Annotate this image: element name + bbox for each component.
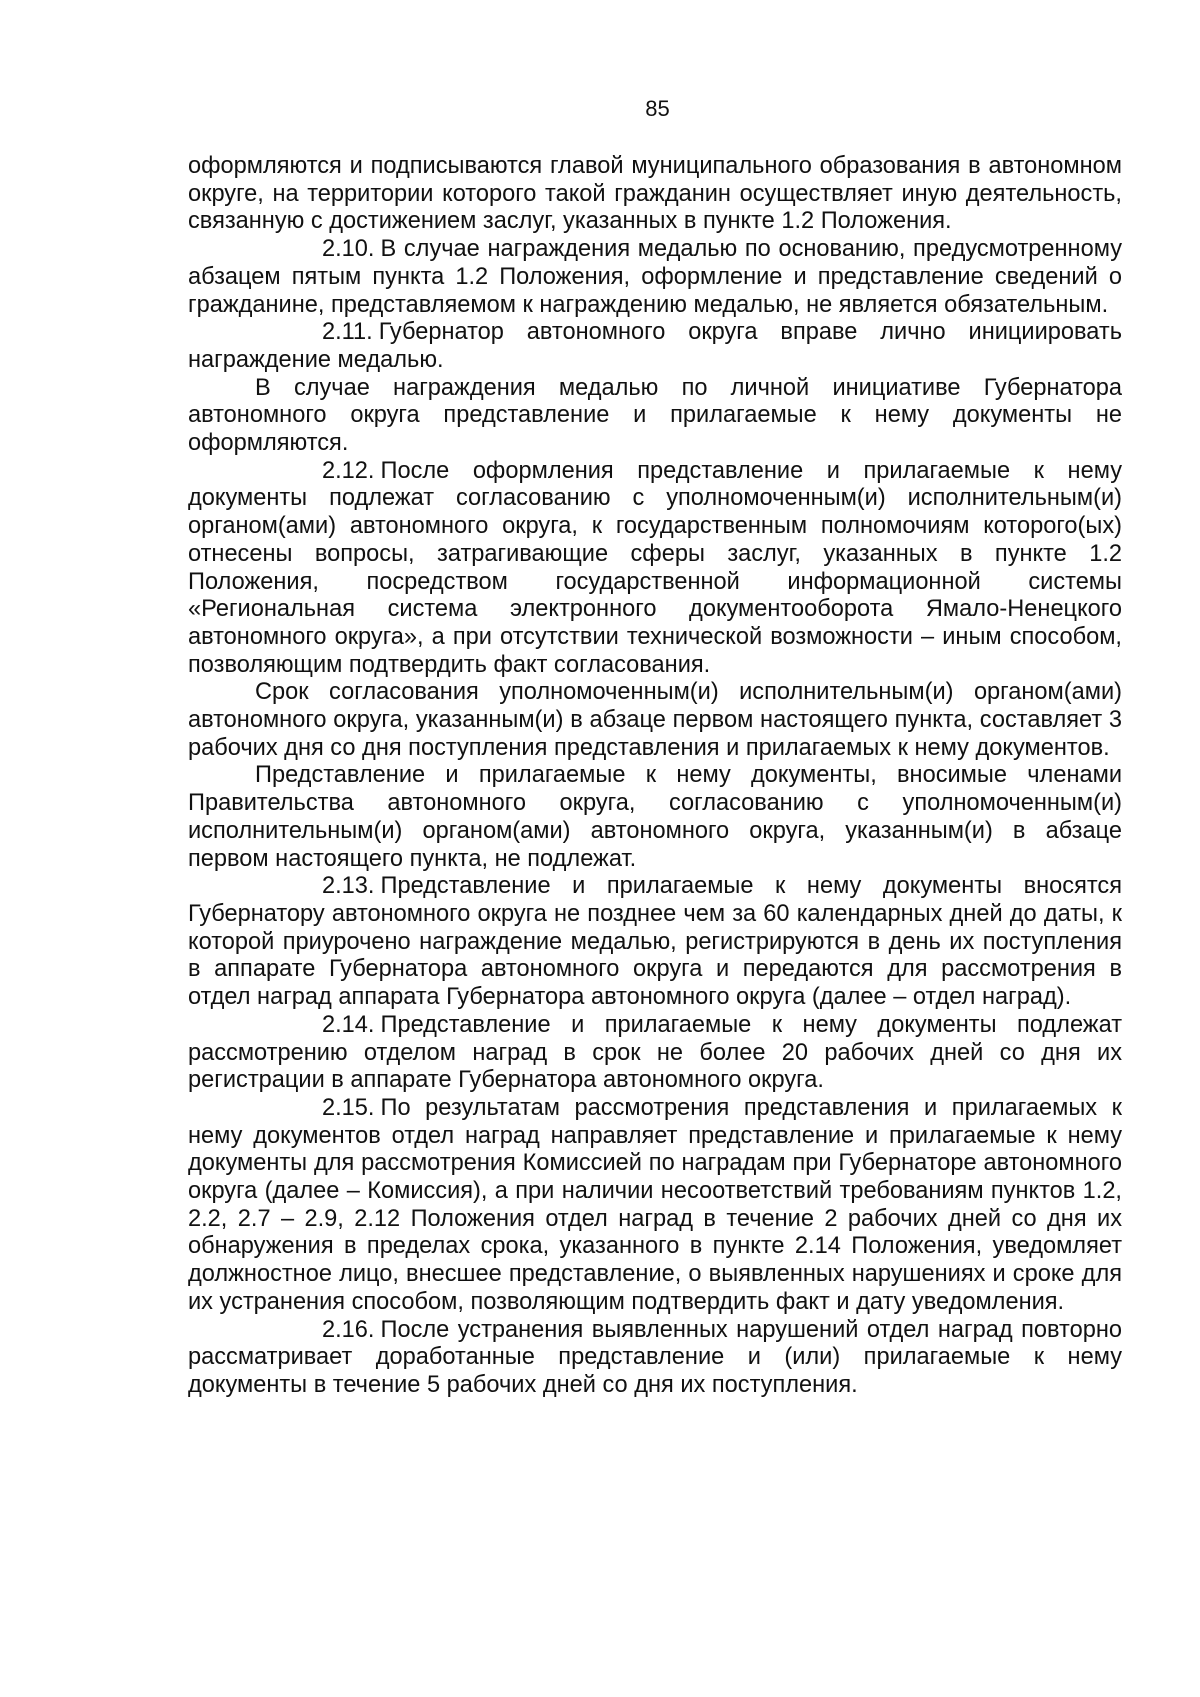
clause-2-12: [188, 458, 1122, 680]
paragraph-text: Представление и прилагаемые к нему документы, вносимые членами Правительства автономного округа, согласованию с уполномоченным(и) исполнительным(и) органом(ами) автономного округа, указанным(и) в абзаце первом настоящего пункта, не подлежат.: [188, 762, 1122, 872]
paragraph-text: После устранения выявленных нарушений отдел наград повторно рассматривает доработанные представление и (или) прилагаемые к нему документы в течение 5 рабочих дней со дня их поступления.: [188, 1316, 1122, 1398]
paragraph-continuation: [188, 153, 1122, 236]
paragraph-text: После оформления представление и прилагаемые к нему документы подлежат согласованию с уполномоченным(и) исполнительным(и) органом(ами) автономного округа, к государственным полномочиям которого(ых) отнесены вопросы, затрагивающие сферы заслуг, указанных в пункте 1.2 Положения, посредством государственной информационной системы «Региональная система электронного документооборота Ямало-Ненецкого автономного округа», а при отсутствии технической возможности – иным способом, позволяющим подтвердить факт согласования.: [188, 457, 1122, 678]
clause-2-14: [188, 1012, 1122, 1095]
clause-2-16: [188, 1317, 1122, 1400]
paragraph-text: Губернатор автономного округа вправе лично инициировать награждение медалью.: [188, 319, 1122, 373]
clause-number: 2.16.: [322, 1316, 375, 1343]
paragraph-text: Срок согласования уполномоченным(и) исполнительным(и) органом(ами) автономного округа, указанным(и) в абзаце первом настоящего пункта, составляет 3 рабочих дня со дня поступления представления и прилагаемых к нему документов.: [188, 679, 1122, 761]
clause-2-11-paragraph-2: [188, 375, 1122, 458]
clause-number: 2.14.: [322, 1011, 375, 1038]
clause-number: 2.12.: [322, 457, 375, 484]
clause-2-11: [188, 319, 1122, 374]
paragraph-text: Представление и прилагаемые к нему документы вносятся Губернатору автономного округа не позднее чем за 60 календарных дней до даты, к которой приурочено награждение медалью, регистрируются в день их поступления в аппарате Губернатора автономного округа и передаются для рассмотрения в отдел наград аппарата Губернатора автономного округа (далее – отдел наград).: [188, 873, 1122, 1011]
paragraph-text: В случае награждения медалью по личной инициативе Губернатора автономного округа представление и прилагаемые к нему документы не оформляются.: [188, 374, 1122, 457]
page-number: 85: [645, 96, 670, 121]
document-body: [188, 153, 1122, 1400]
clause-number: 2.15.: [322, 1094, 375, 1121]
paragraph-text: В случае награждения медалью по основанию, предусмотренному абзацем пятым пункта 1.2 Положения, оформление и представление сведений о гражданине, представляемом к награждению медалью, не является обязательным.: [188, 236, 1122, 318]
clause-number: 2.10.: [322, 236, 375, 263]
paragraph-text: По результатам рассмотрения представления и прилагаемых к нему документов отдел наград направляет представление и прилагаемые к нему документы для рассмотрения Комиссией по наградам при Губернаторе автономного округа (далее – Комиссия), а при наличии несоответствий требованиям пунктов 1.2, 2.2, 2.7 – 2.9, 2.12 Положения отдел наград в течение 2 рабочих дней со дня их обнаружения в пределах срока, указанного в пункте 2.14 Положения, уведомляет должностное лицо, внесшее представление, о выявленных нарушениях и сроке для их устранения способом, позволяющим подтвердить факт и дату уведомления.: [188, 1094, 1122, 1315]
clause-2-12-paragraph-2: [188, 679, 1122, 762]
clause-2-12-paragraph-3: [188, 762, 1122, 873]
paragraph-text: оформляются и подписываются главой муниципального образования в автономном округе, на территории которого такой гражданин осуществляет иную деятельность, связанную с достижением заслуг, указанных в пункте 1.2 Положения.: [188, 153, 1122, 235]
clause-2-10: [188, 236, 1122, 319]
clause-2-15: [188, 1095, 1122, 1317]
clause-number: 2.11.: [322, 319, 373, 346]
clause-number: 2.13.: [322, 873, 375, 900]
paragraph-text: Представление и прилагаемые к нему документы подлежат рассмотрению отделом наград в срок не более 20 рабочих дней со дня их регистрации в аппарате Губернатора автономного округа.: [188, 1011, 1122, 1094]
clause-2-13: [188, 873, 1122, 1012]
